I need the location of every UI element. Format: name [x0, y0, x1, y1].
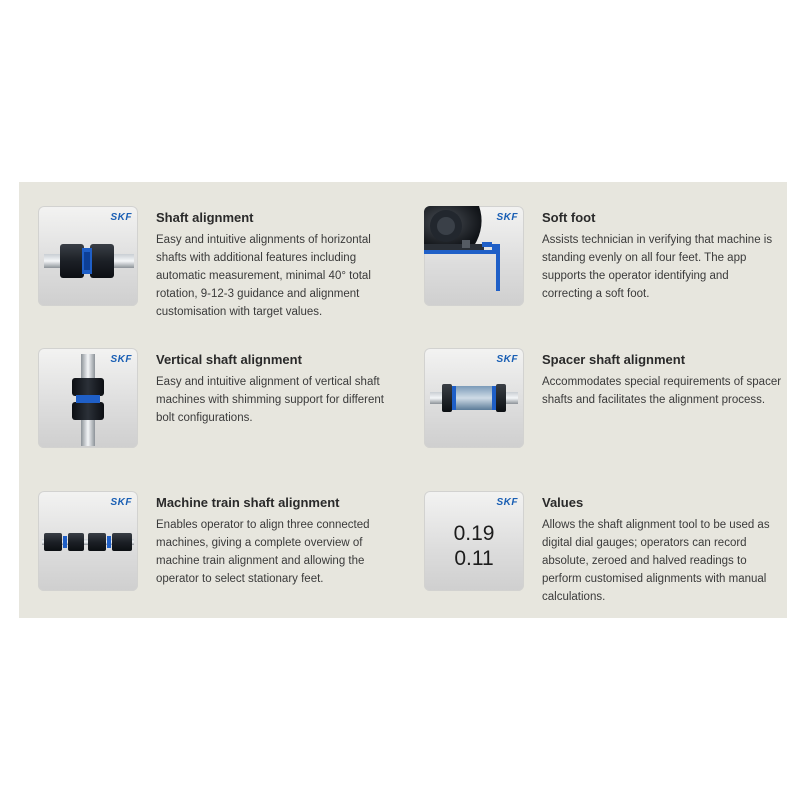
feature-description: Assists technician in verifying that machine is standing evenly on all four feet. The app supports the operator identifying and correcting a soft foot.	[542, 234, 773, 300]
vertical-shaft-icon	[38, 348, 138, 448]
spacer-shaft-icon	[424, 348, 524, 448]
machine-train-icon	[38, 491, 138, 591]
feature-card-vertical-shaft	[38, 348, 398, 458]
feature-card-machine-train	[38, 491, 398, 601]
skf-logo: SKF	[110, 212, 132, 223]
feature-description: Allows the shaft alignment tool to be used as digital dial gauges; operators can record absolute, zeroed and halved readings to perform customised alignments with manual calculations.	[542, 519, 770, 603]
shaft-coupling-icon	[38, 206, 138, 306]
feature-title: Spacer shaft alignment	[542, 352, 686, 367]
skf-logo: SKF	[496, 354, 518, 365]
feature-card-spacer-shaft	[424, 348, 784, 458]
feature-card-values	[424, 491, 784, 601]
feature-title: Shaft alignment	[156, 210, 254, 225]
feature-card-shaft-alignment	[38, 206, 398, 316]
feature-title: Vertical shaft alignment	[156, 352, 302, 367]
features-panel	[19, 182, 787, 618]
skf-logo: SKF	[110, 497, 132, 508]
feature-card-soft-foot	[424, 206, 784, 316]
feature-title: Soft foot	[542, 210, 596, 225]
soft-foot-icon	[424, 206, 524, 306]
feature-title: Machine train shaft alignment	[156, 495, 340, 510]
reading-value: 0.11	[454, 547, 494, 570]
feature-description: Easy and intuitive alignment of vertical shaft machines with shimming support for different bolt configurations.	[156, 376, 384, 424]
feature-description: Easy and intuitive alignments of horizontal shafts with additional features including automatic measurement, minimal 40° total rotation, 9-12-3 guidance and alignment customisation with target values.	[156, 234, 371, 318]
values-readout	[424, 521, 524, 571]
feature-description: Accommodates special requirements of spacer shafts and facilitates the alignment process.	[542, 376, 782, 406]
dial-values-icon	[424, 491, 524, 591]
skf-logo: SKF	[496, 212, 518, 223]
reading-value: 0.19	[453, 522, 495, 545]
feature-description: Enables operator to align three connected machines, giving a complete overview of machine train alignment and allowing the operator to select stationary feet.	[156, 519, 370, 585]
feature-title: Values	[542, 495, 584, 510]
skf-logo: SKF	[496, 497, 518, 508]
skf-logo: SKF	[110, 354, 132, 365]
